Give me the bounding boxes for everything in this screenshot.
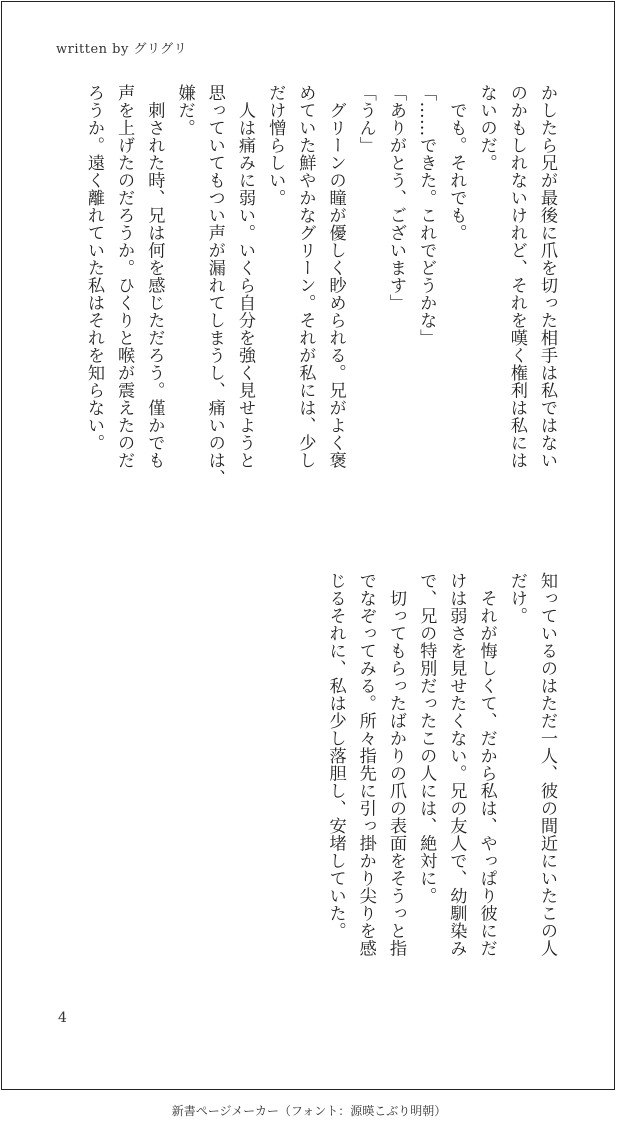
- text-block-bottom: [320, 572, 562, 1002]
- text-line: でも。それでも。: [446, 84, 467, 242]
- text-line: 「……できた。これでどうかな」: [416, 84, 437, 347]
- text-line: じるそれに、私は少し落胆し、安堵していた。: [325, 572, 346, 940]
- text-line: 「ありがとう、ございます」: [385, 84, 406, 312]
- text-line: 思っていてもつい声が漏れてしまうし、痛いのは、: [204, 84, 225, 487]
- text-line: ろうか。遠く離れていた私はそれを知らない。: [83, 84, 104, 452]
- book-page: [1, 1, 615, 1090]
- generator-credit: 新書ページメーカー（フォント：源暎こぶり明朝）: [171, 1104, 447, 1118]
- text-line: けは弱さを見せたくない。兄の友人で、幼馴染み: [446, 572, 467, 957]
- text-line: で、兄の特別だったこの人には、絶対に。: [416, 572, 437, 905]
- text-line: 切ってもらったばかりの爪の表面をそうっと指: [385, 572, 406, 957]
- text-line: 人は痛みに弱い。いくら自分を強く見せようと: [234, 84, 255, 469]
- text-line: のかもしれないけれど、それを嘆く権利は私には: [506, 84, 527, 469]
- text-line: 刺された時、兄は何を感じただろう。僅かでも: [144, 84, 165, 469]
- text-line: 「うん」: [355, 84, 376, 154]
- text-line: かしたら兄が最後に爪を切った相手は私ではない: [537, 84, 557, 469]
- text-line: だけ。: [506, 572, 527, 625]
- text-line: めていた鮮やかなグリーン。それが私には、少し: [295, 84, 316, 469]
- text-line: 知っているのはただ一人、彼の間近にいたこの人: [537, 572, 557, 957]
- text-line: グリーンの瞳が優しく眇められる。兄がよく褒: [325, 84, 346, 469]
- text-line: 嫌だ。: [174, 84, 195, 137]
- text-line: 声を上げたのだろうか。ひくりと喉が震えたのだ: [114, 84, 135, 469]
- text-line: ないのだ。: [476, 84, 497, 172]
- text-line: でなぞってみる。所々指先に引っ掛かり尖りを感: [355, 572, 376, 957]
- page-number: 4: [58, 1010, 67, 1026]
- text-line: だけ憎らしい。: [265, 84, 286, 207]
- text-block-top: [79, 84, 562, 514]
- text-line: それが悔しくて、だから私は、やっぱり彼にだ: [476, 572, 497, 957]
- author-credit: written by グリグリ: [56, 42, 188, 57]
